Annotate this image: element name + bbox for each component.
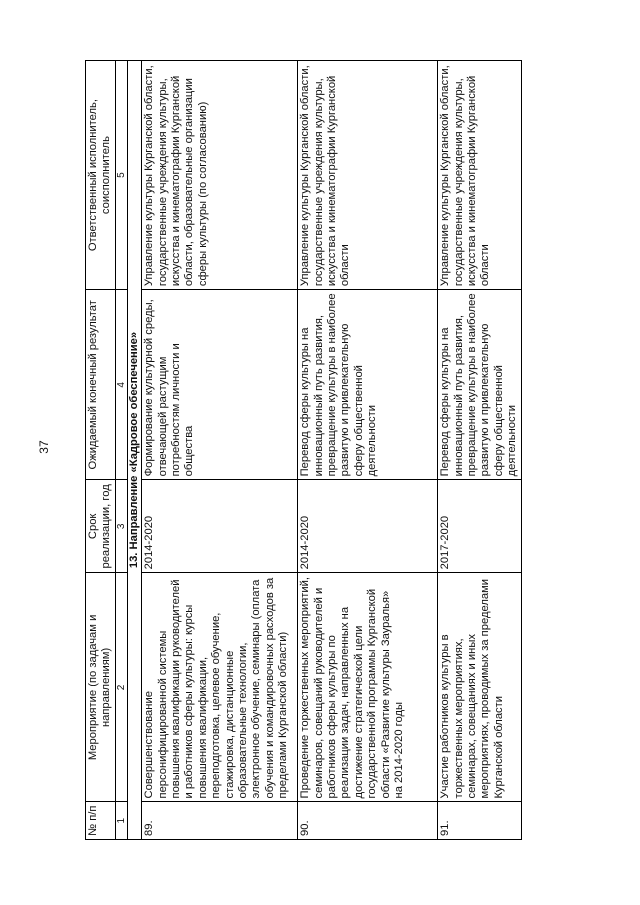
column-number: 5 (115, 61, 127, 290)
row-number: 91. (438, 802, 521, 840)
row-responsible: Управление культуры Курганской области, государственные учреждения культуры, искусства и кинематографии Курганской области (298, 61, 438, 290)
header-result: Ожидаемый конечный результат (86, 290, 116, 480)
row-term: 2017-2020 (438, 480, 521, 573)
row-result: Формирование культурной среды, отвечающей растущим потребностям личности и общества (142, 290, 298, 480)
column-number: 1 (115, 802, 127, 840)
row-term: 2014-2020 (298, 480, 438, 573)
row-number: 89. (142, 802, 298, 840)
section-title: 13. Направление «Кадровое обеспечение» (127, 61, 141, 840)
header-term: Срок реализации, год (86, 480, 116, 573)
rotated-page (40, 0, 640, 860)
column-number: 4 (115, 290, 127, 480)
header-no: № п/п (86, 802, 116, 840)
table-row (298, 61, 438, 840)
row-number: 90. (298, 802, 438, 840)
row-responsible: Управление культуры Курганской области, государственные учреждения культуры, искусства и кинематографии Курганской области, образовательные организации сферы культуры (по согласованию) (142, 61, 298, 290)
table-row (438, 61, 521, 840)
column-number: 3 (115, 480, 127, 573)
row-measure: Совершенствование персонифицированной системы повышения квалификации руководителей и работников сферы культуры: курсы повышения квалификации, переподготовка, целевое обучение, стажировка, дистанционные образовательные технологии, электронное обучение, семинары (оплата обучения и командировочных расходов за пределами Курганской области) (142, 573, 298, 802)
row-measure: Проведение торжественных мероприятий, семинаров, совещаний руководителей и работников сферы культуры по реализации задач, направленных на достижение стратегической цели государственной программы Курганской области «Развитие культуры Зауралья» на 2014-2020 годы (298, 573, 438, 802)
row-result: Перевод сферы культуры на инновационный путь развития, превращение культуры в наиболее развитую и привлекательную сферу общественной деятельности (438, 290, 521, 480)
row-result: Перевод сферы культуры на инновационный путь развития, превращение культуры в наиболее развитую и привлекательную сферу общественной деятельности (298, 290, 438, 480)
row-measure: Участие работников культуры в торжественных мероприятиях, семинарах, совещаниях и иных мероприятиях, проводимых за пределами Курганской области (438, 573, 521, 802)
row-responsible: Управление культуры Курганской области, государственные учреждения культуры, искусства и кинематографии Курганской области (438, 61, 521, 290)
table-row (142, 61, 298, 840)
column-number: 2 (115, 573, 127, 802)
header-row (86, 61, 116, 840)
column-number-row (115, 61, 127, 840)
measures-table (85, 60, 522, 840)
header-measure: Мероприятие (по задачам и направлениям) (86, 573, 116, 802)
header-responsible: Ответственный исполнитель, соисполнитель (86, 61, 116, 290)
page-number: 37 (37, 440, 51, 454)
row-term: 2014-2020 (142, 480, 298, 573)
section-row (127, 61, 141, 840)
